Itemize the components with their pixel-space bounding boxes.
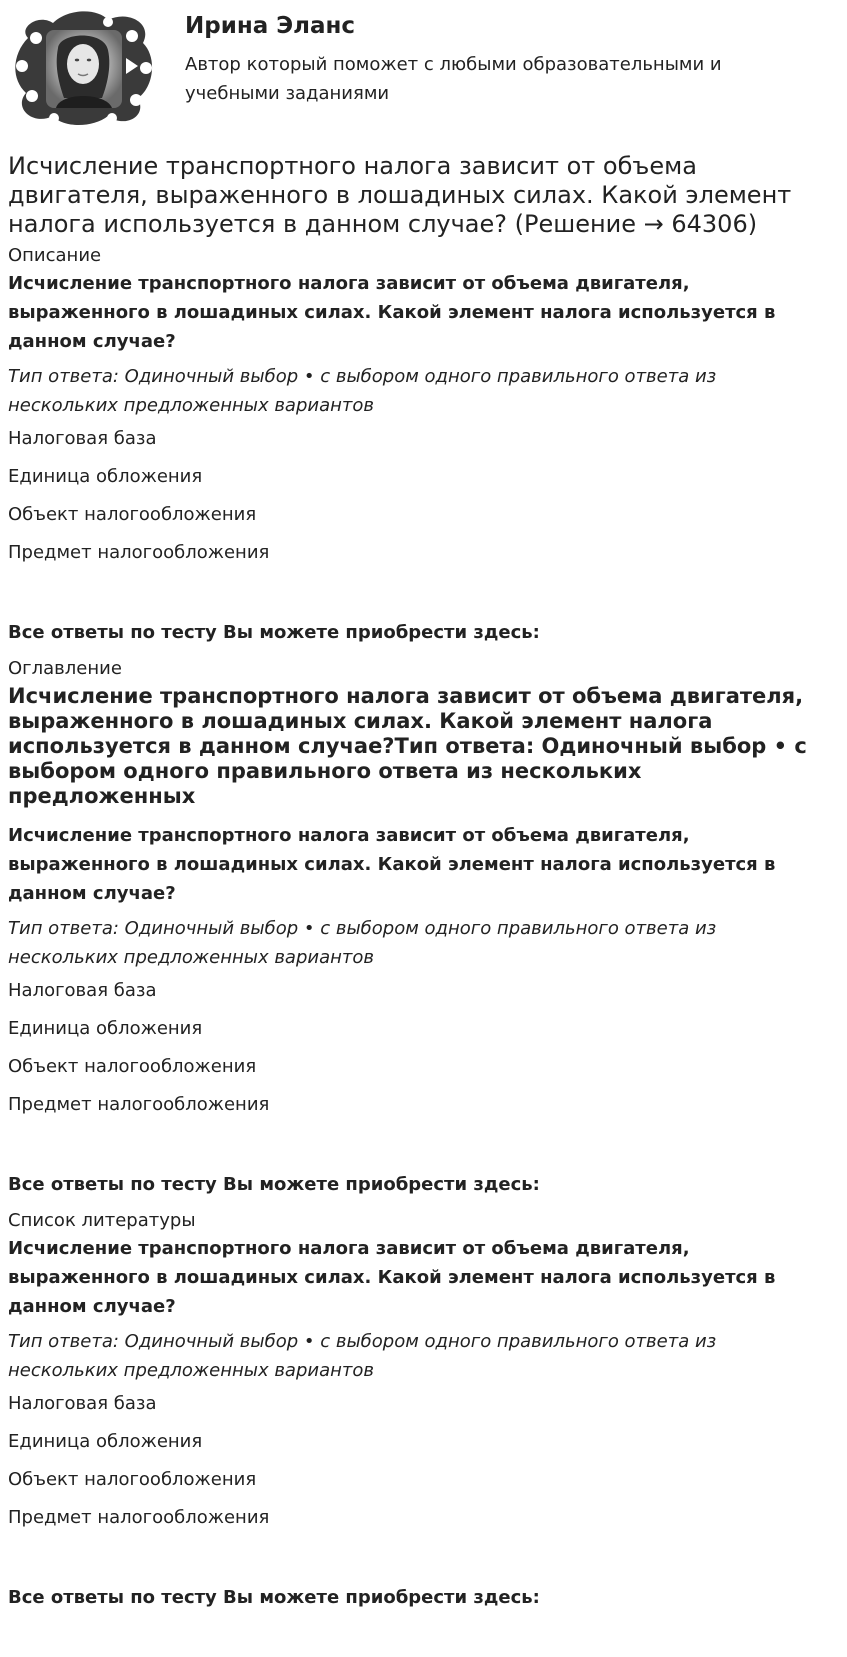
- author-name[interactable]: Ирина Эланс: [185, 13, 356, 39]
- description-section: [8, 245, 839, 644]
- option-item: Налоговая база: [8, 428, 157, 449]
- option-item: Единица обложения: [8, 1431, 203, 1452]
- page: [8, 0, 839, 1623]
- film-reel-frame-icon: [8, 8, 158, 128]
- literature-section: [8, 1210, 839, 1609]
- buy-answers-text: Все ответы по тесту Вы можете приобрести здесь:: [8, 622, 540, 643]
- option-item: Объект налогообложения: [8, 1056, 257, 1077]
- option-item: Налоговая база: [8, 980, 157, 1001]
- page-title: Исчисление транспортного налога зависит от объема двигателя, выраженного в лошадиных силах. Какой элемент налога используется в данном случае? (Решение → 64306): [8, 152, 792, 238]
- author-description: Автор который поможет с любыми образовательными и учебными заданиями: [185, 54, 722, 104]
- section-label-description: Описание: [8, 245, 102, 266]
- option-item: Объект налогообложения: [8, 504, 257, 525]
- spacer: [8, 580, 839, 622]
- question-text: Исчисление транспортного налога зависит от объема двигателя, выраженного в лошадиных силах. Какой элемент налога используется в данном случае?: [8, 825, 776, 904]
- buy-answers-text: Все ответы по тесту Вы можете приобрести здесь:: [8, 1587, 540, 1608]
- option-item: Предмет налогообложения: [8, 542, 270, 563]
- question-text: Исчисление транспортного налога зависит от объема двигателя, выраженного в лошадиных силах. Какой элемент налога используется в данном случае?: [8, 273, 776, 352]
- toc-section: [8, 658, 839, 1196]
- answer-type: Тип ответа: Одиночный выбор • с выбором одного правильного ответа из нескольких предложенных вариантов: [8, 1331, 717, 1381]
- buy-answers-text: Все ответы по тесту Вы можете приобрести здесь:: [8, 1174, 540, 1195]
- section-label-literature: Список литературы: [8, 1210, 196, 1231]
- option-item: Единица обложения: [8, 466, 203, 487]
- section-label-toc: Оглавление: [8, 658, 122, 679]
- toc-heading: Исчисление транспортного налога зависит от объема двигателя, выраженного в лошадиных силах. Какой элемент налога используется в данном случае?Тип ответа: Одиночный выбор • с выбором одного правильного ответа из нескольких предложенных: [8, 684, 807, 808]
- option-item: Предмет налогообложения: [8, 1507, 270, 1528]
- question-text: Исчисление транспортного налога зависит от объема двигателя, выраженного в лошадиных силах. Какой элемент налога используется в данном случае?: [8, 1238, 776, 1317]
- option-item: Предмет налогообложения: [8, 1094, 270, 1115]
- answer-type: Тип ответа: Одиночный выбор • с выбором одного правильного ответа из нескольких предложенных вариантов: [8, 366, 717, 416]
- option-item: Налоговая база: [8, 1393, 157, 1414]
- answer-type: Тип ответа: Одиночный выбор • с выбором одного правильного ответа из нескольких предложенных вариантов: [8, 918, 717, 968]
- option-item: Единица обложения: [8, 1018, 203, 1039]
- option-item: Объект налогообложения: [8, 1469, 257, 1490]
- spacer: [8, 1545, 839, 1587]
- author-avatar[interactable]: [8, 8, 158, 128]
- author-card: [8, 0, 839, 140]
- spacer: [8, 1132, 839, 1174]
